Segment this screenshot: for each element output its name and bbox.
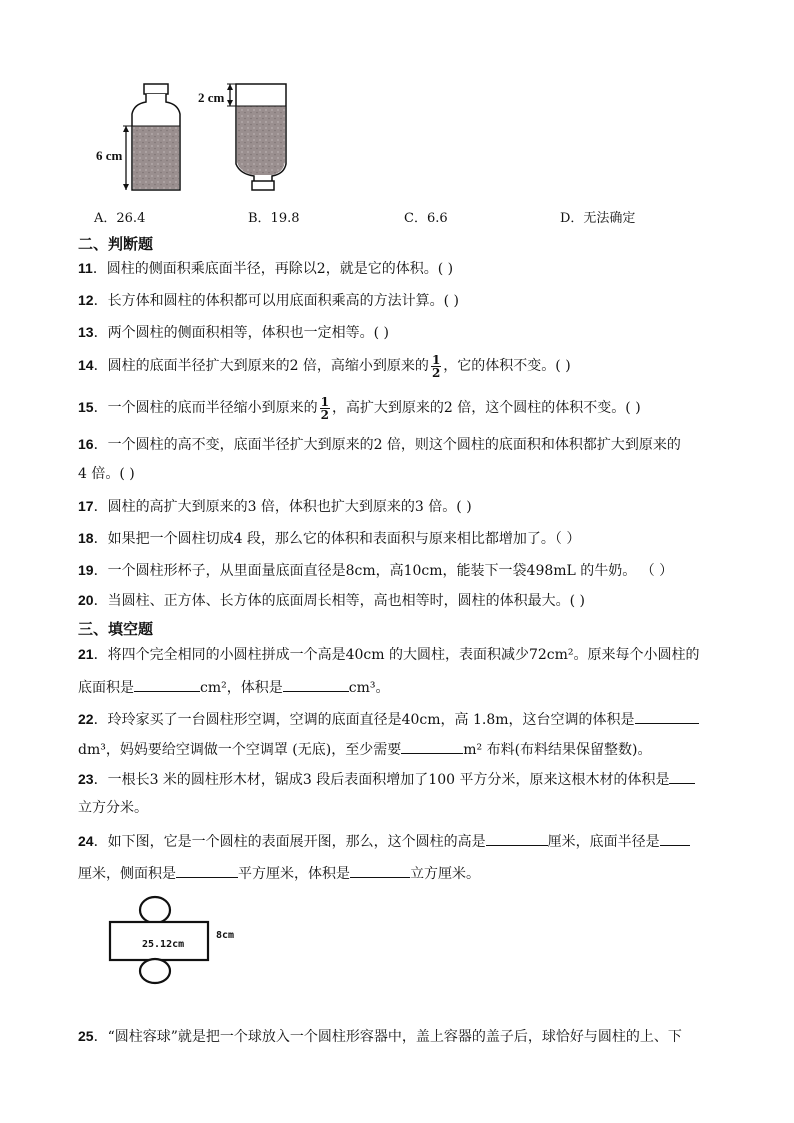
answer-blank[interactable] xyxy=(350,862,410,878)
answer-blank[interactable] xyxy=(134,676,200,692)
question-21: 21．将四个完全相同的小圆柱拼成一个高是40cm 的大圆柱，表面积减少72cm²。原来每个小圆柱的 xyxy=(78,646,700,663)
answer-blank[interactable] xyxy=(635,708,699,724)
net-height-label: 8cm xyxy=(216,930,235,941)
question-25: 25．“圆柱容球”就是把一个球放入一个圆柱形容器中，盖上容器的盖子后，球恰好与圆柱的上、下 xyxy=(78,1028,682,1045)
answer-blank[interactable] xyxy=(283,676,349,692)
question-11: 11．圆柱的侧面积乘底面半径，再除以2，就是它的体积。( ) xyxy=(78,260,454,277)
question-17: 17．圆柱的高扩大到原来的3 倍，体积也扩大到原来的3 倍。( ) xyxy=(78,498,472,515)
question-21-line2: 底面积是 cm²，体积是 cm³。 xyxy=(78,676,389,698)
answer-blank[interactable] xyxy=(176,862,238,878)
bottle-figure xyxy=(90,78,300,198)
question-16: 16．一个圆柱的高不变，底面半径扩大到原来的2 倍，则这个圆柱的底面积和体积都扩大到原来的 xyxy=(78,436,681,453)
question-24-line2: 厘米，侧面积是 平方厘米，体积是 立方厘米。 xyxy=(78,862,480,884)
question-18: 18．如果把一个圆柱切成4 段，那么它的体积和表面积与原来相比都增加了。（ ） xyxy=(78,530,581,547)
question-22-line2: dm³，妈妈要给空调做一个空调罩 (无底)，至少需要 m² 布料(布料结果保留整数)。 xyxy=(78,738,652,760)
question-23: 23．一根长3 米的圆柱形木材，锯成3 段后表面积增加了100 平方分米，原来这根木材的体积是 xyxy=(78,768,695,790)
section-judge-title: 二、判断题 xyxy=(78,235,154,253)
answer-blank[interactable] xyxy=(486,830,548,846)
question-12: 12．长方体和圆柱的体积都可以用底面积乘高的方法计算。( ) xyxy=(78,292,459,309)
answer-blank[interactable] xyxy=(401,738,463,754)
question-14: 14．圆柱的底面半径扩大到原来的2 倍，高缩小到原来的 $\frac{1}{2}$ ，它的体积不变。( ) xyxy=(78,352,571,380)
question-13: 13．两个圆柱的侧面积相等，体积也一定相等。( ) xyxy=(78,324,389,341)
question-15: 15．一个圆柱的底而半径缩小到原来的 $\frac{1}{2}$ ，高扩大到原来的2 倍，这个圆柱的体积不变。( ) xyxy=(78,394,641,422)
upright-bottle xyxy=(123,84,180,190)
option-d[interactable]: D．无法确定 xyxy=(560,211,636,226)
section-fill-title: 三、填空题 xyxy=(78,620,154,638)
fraction-half: $\frac{1}{2}$ xyxy=(431,352,441,380)
question-20: 20．当圆柱、正方体、长方体的底面周长相等，高也相等时，圆柱的体积最大。( ) xyxy=(78,592,585,609)
option-a[interactable]: A．26.4 xyxy=(94,211,146,226)
question-23-line2: 立方分米。 xyxy=(78,800,148,816)
label-6cm: 6 cm xyxy=(96,148,123,163)
answer-blank[interactable] xyxy=(669,768,695,784)
question-19: 19．一个圆柱形杯子，从里面量底面直径是8cm，高10cm，能装下一袋498mL 的牛奶。 （ ） xyxy=(78,562,674,579)
net-width-label: 25.12cm xyxy=(142,939,185,950)
question-16-line2: 4 倍。( ) xyxy=(78,466,135,482)
inverted-bottle xyxy=(227,84,286,190)
fraction-half: $\frac{1}{2}$ xyxy=(320,394,329,422)
option-b[interactable]: B．19.8 xyxy=(248,211,300,226)
answer-blank[interactable] xyxy=(660,830,690,846)
label-2cm: 2 cm xyxy=(198,90,225,105)
question-22: 22．玲玲家买了一台圆柱形空调，空调的底面直径是40cm，高 1.8m，这台空调的体积是 xyxy=(78,708,699,730)
option-c[interactable]: C．6.6 xyxy=(404,211,448,226)
question-24: 24．如下图，它是一个圆柱的表面展开图，那么，这个圆柱的高是 厘米，底面半径是 xyxy=(78,830,690,852)
